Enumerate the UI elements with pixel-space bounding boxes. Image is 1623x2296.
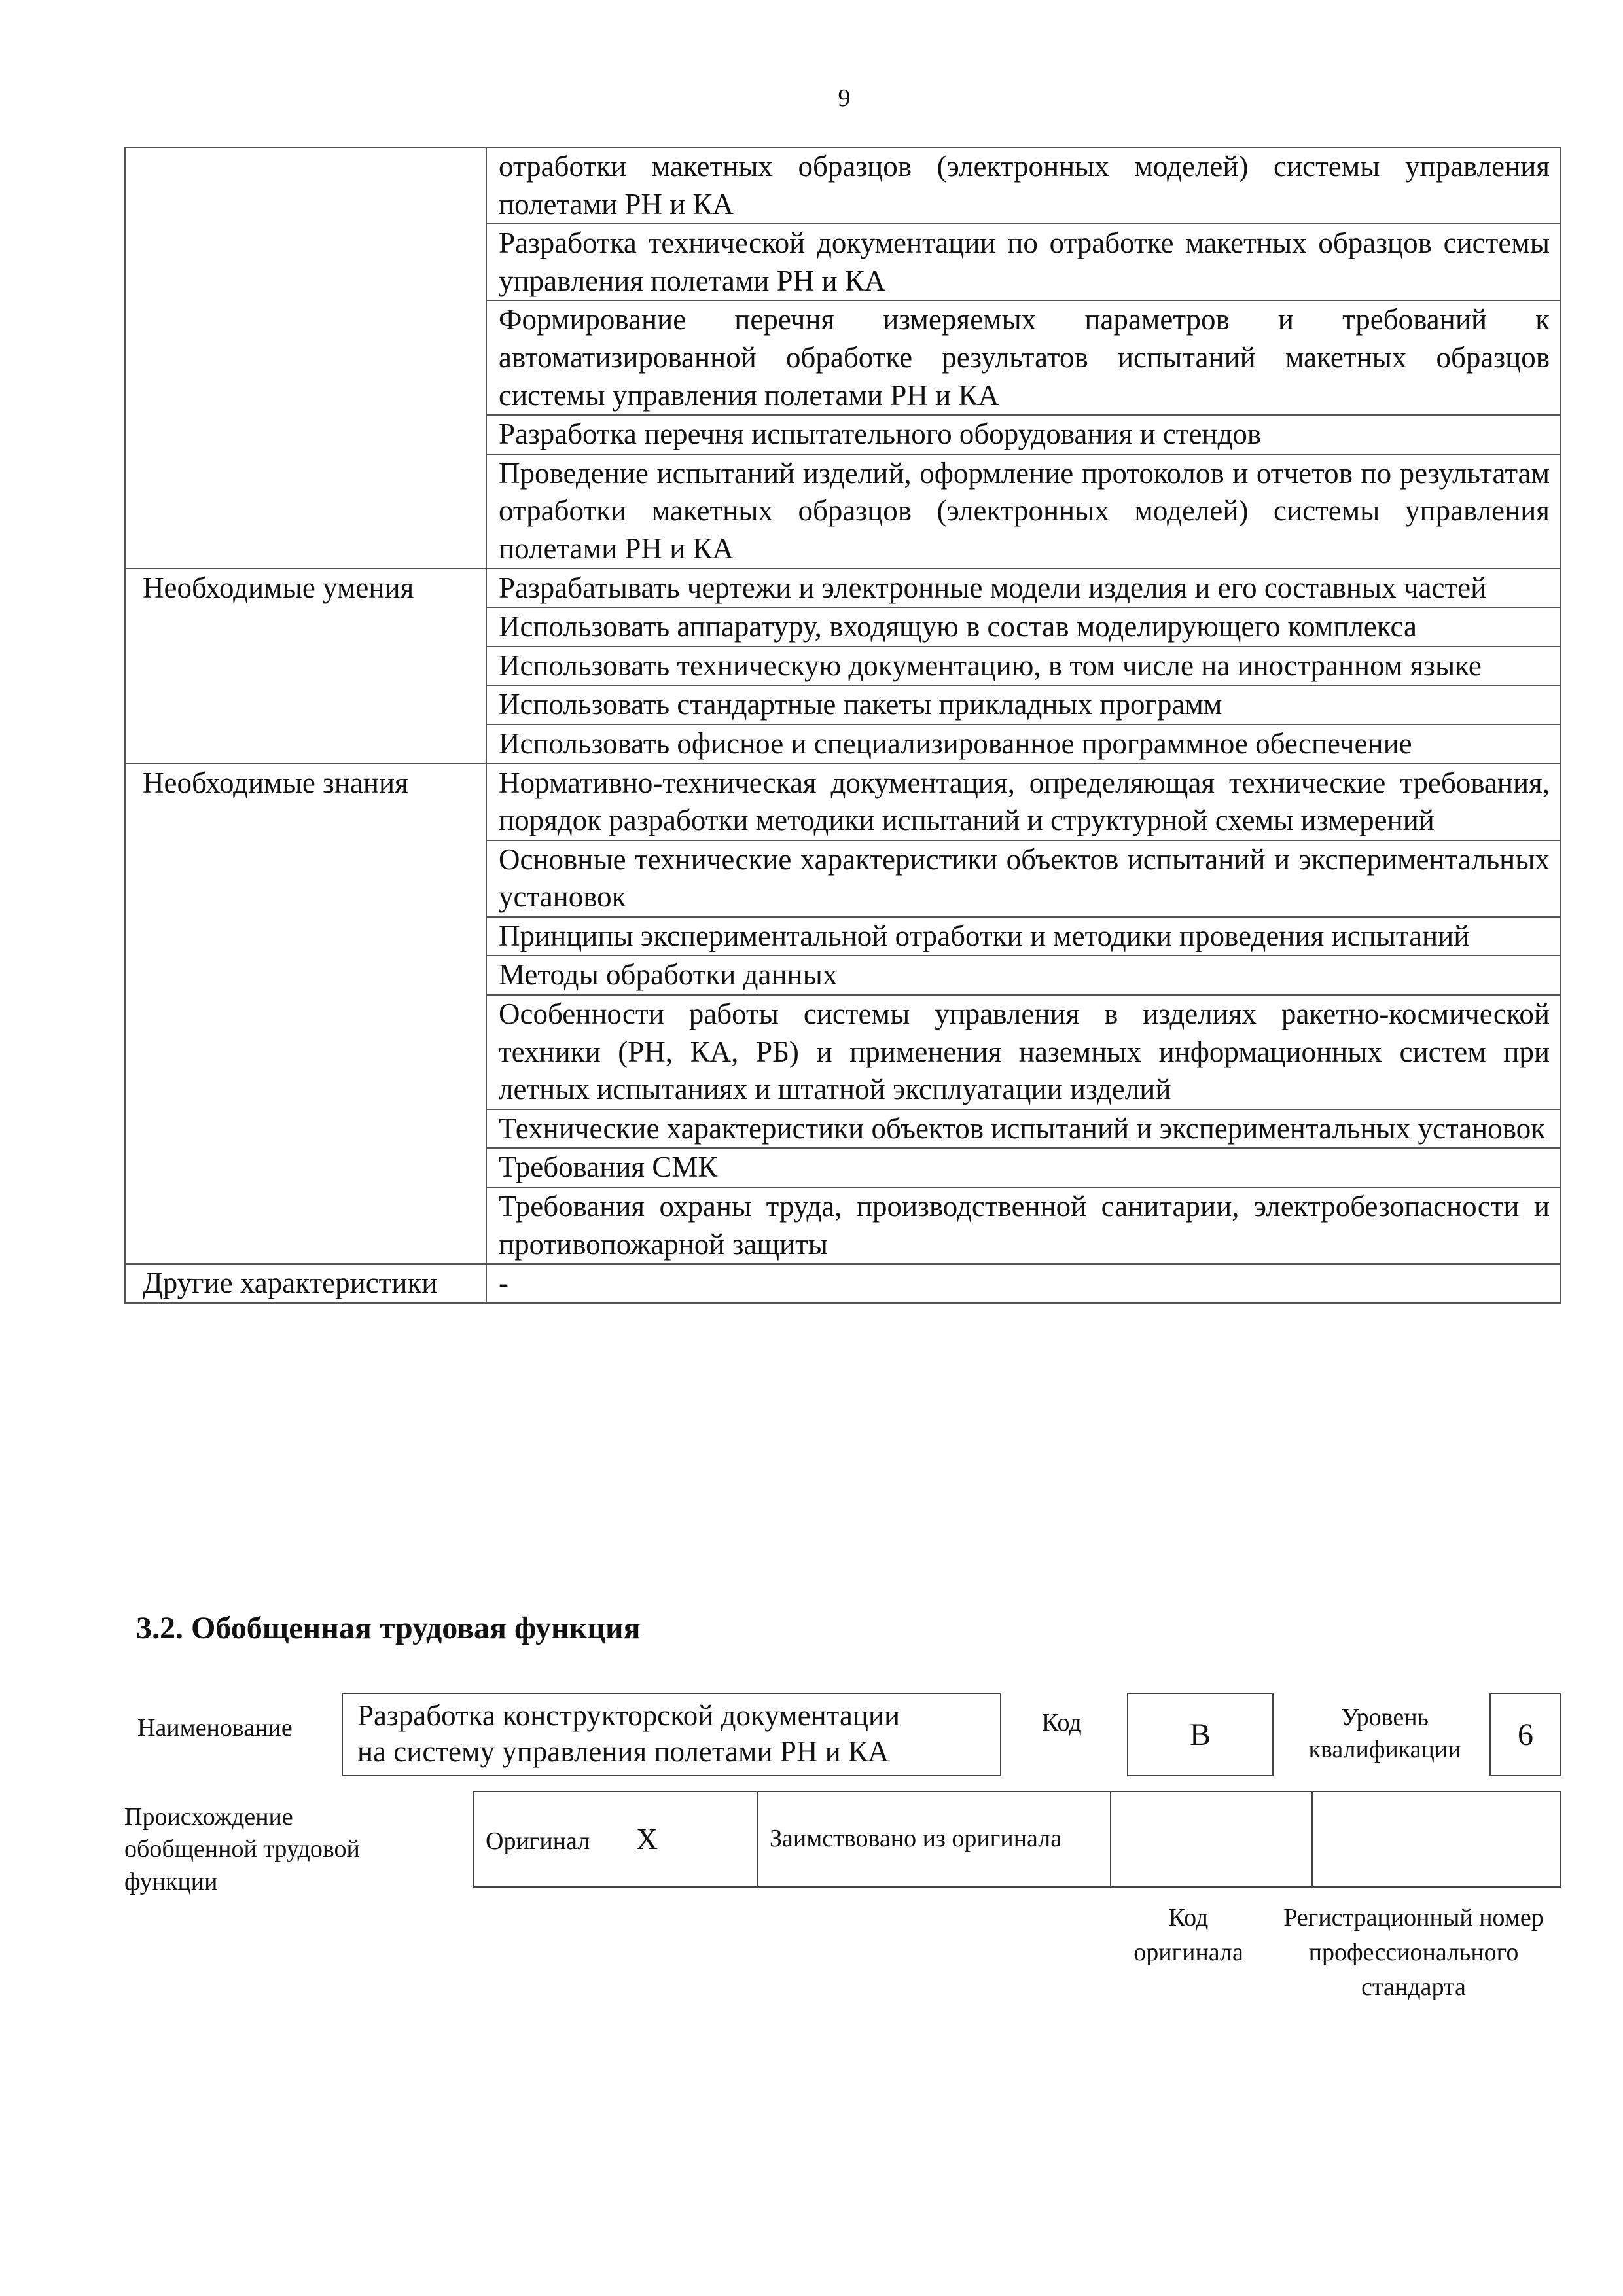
knowledge-item: Принципы экспериментальной отработки и методики проведения испытаний (486, 917, 1561, 956)
section-heading: 3.2. Обобщенная трудовая функция (136, 1611, 641, 1645)
code-value-box: B (1127, 1693, 1274, 1776)
skill-item: Использовать офисное и специализированное программное обеспечение (486, 725, 1561, 764)
skill-item: Использовать техническую документацию, в том числе на иностранном языке (486, 647, 1561, 686)
original-label: Оригинал (486, 1827, 590, 1856)
knowledge-item: Требования СМК (486, 1148, 1561, 1187)
table-row (125, 147, 1561, 224)
knowledge-item: Технические характеристики объектов испытаний и экспериментальных установок (486, 1109, 1561, 1149)
table-row (125, 224, 1561, 300)
row-value: Разработка технической документации по отработке макетных образцов системы управления полетами РН и КА (486, 224, 1561, 300)
original-code-cell (1111, 1791, 1312, 1887)
original-cell (473, 1791, 757, 1887)
table-row (125, 1148, 1561, 1187)
knowledge-item: Требования охраны труда, производственной санитарии, электробезопасности и противопожарной защиты (486, 1187, 1561, 1264)
name-label: Наименование (137, 1714, 293, 1742)
borrowed-cell: Заимствовано из оригинала (757, 1791, 1111, 1887)
table-row (125, 764, 1561, 840)
table-row (125, 647, 1561, 686)
table-row (125, 1109, 1561, 1149)
knowledge-label: Необходимые знания (125, 764, 486, 840)
origin-table (473, 1791, 1561, 1888)
table-row (125, 569, 1561, 608)
skills-label: Необходимые умения (125, 569, 486, 608)
origin-label: Происхождение обобщенной трудовой функции (124, 1803, 360, 1895)
table-row (473, 1791, 1561, 1887)
name-value-line: Разработка конструкторской документации (357, 1699, 901, 1732)
table-row (125, 415, 1561, 454)
table-row (125, 995, 1561, 1109)
table-row (125, 607, 1561, 647)
caption-line: Код (1168, 1904, 1209, 1931)
level-label-line: Уровень (1341, 1704, 1429, 1731)
characteristics-table (124, 147, 1561, 1304)
table-row (125, 956, 1561, 995)
code-original-caption (1084, 1901, 1293, 1970)
level-label (1293, 1702, 1476, 1767)
row-value: отработки макетных образцов (электронных моделей) системы управления полетами РН и КА (486, 147, 1561, 224)
skill-item: Использовать стандартные пакеты прикладных программ (486, 685, 1561, 725)
row-value: Формирование перечня измеряемых параметров и требований к автоматизированной обработке результатов испытаний макетных образцов системы управления полетами РН и КА (486, 300, 1561, 415)
code-label: Код (1042, 1709, 1082, 1736)
table-row (125, 454, 1561, 569)
page-number: 9 (838, 84, 851, 112)
caption-line: оригинала (1133, 1939, 1243, 1967)
table-row (125, 725, 1561, 764)
name-value-line: на систему управления полетами РН и КА (357, 1734, 889, 1768)
knowledge-item: Методы обработки данных (486, 956, 1561, 995)
skill-item: Использовать аппаратуру, входящую в состав моделирующего комплекса (486, 607, 1561, 647)
other-characteristics-label: Другие характеристики (125, 1264, 486, 1303)
name-value-box (342, 1693, 1001, 1776)
level-value-box: 6 (1489, 1693, 1561, 1776)
knowledge-item: Основные технические характеристики объектов испытаний и экспериментальных установок (486, 840, 1561, 917)
table-row (125, 840, 1561, 917)
table-row (125, 917, 1561, 956)
level-label-line: квалификации (1308, 1736, 1461, 1764)
row-value: Проведение испытаний изделий, оформление протоколов и отчетов по результатам отработки макетных образцов (электронных моделей) системы управления полетами РН и КА (486, 454, 1561, 569)
registration-number-cell (1312, 1791, 1561, 1887)
table-row (125, 685, 1561, 725)
table-row (125, 300, 1561, 415)
row-value: Разработка перечня испытательного оборудования и стендов (486, 415, 1561, 454)
knowledge-item: Особенности работы системы управления в изделиях ракетно-космической техники (РН, КА, РБ) и применения наземных информационных систем при летных испытаниях и штатной эксплуатации изделий (486, 995, 1561, 1109)
row-label (125, 147, 486, 224)
original-mark: X (636, 1822, 658, 1856)
table-row (125, 1264, 1561, 1303)
skill-item: Разрабатывать чертежи и электронные модели изделия и его составных частей (486, 569, 1561, 608)
registration-number-caption: Регистрационный номер профессионального стандарта (1283, 1904, 1544, 2001)
table-row (125, 1187, 1561, 1264)
knowledge-item: Нормативно-техническая документация, определяющая технические требования, порядок разработки методики испытаний и структурной схемы измерений (486, 764, 1561, 840)
other-characteristics-value: - (486, 1264, 1561, 1303)
